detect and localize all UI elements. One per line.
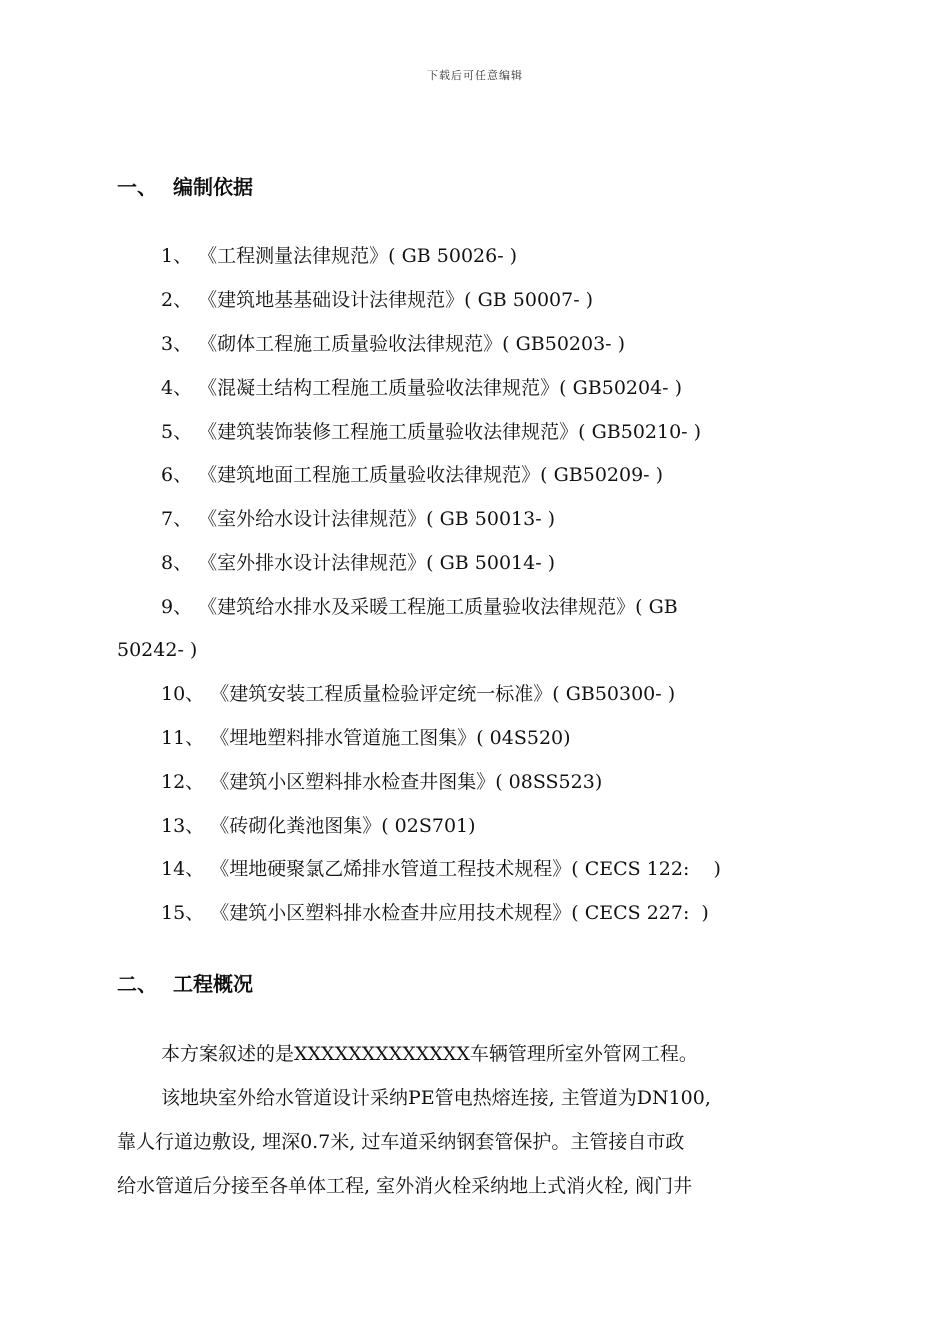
overview-paragraph-2-line-3: 给水管道后分接至各单体工程, 室外消火栓采纳地上式消火栓, 阀门井 xyxy=(117,1175,693,1197)
list-item: 1、 《工程测量法律规范》( GB 50026- ) xyxy=(161,245,518,267)
list-item: 11、 《埋地塑料排水管道施工图集》( 04S520) xyxy=(161,727,571,749)
list-item: 9、 《建筑给水排水及采暖工程施工质量验收法律规范》( GB xyxy=(161,596,678,618)
section-number: 二、 xyxy=(117,972,157,996)
list-item: 10、 《建筑安装工程质量检验评定统一标准》( GB50300- ) xyxy=(161,683,676,705)
list-item: 14、 《埋地硬聚氯乙烯排水管道工程技术规程》( CECS 122: ) xyxy=(161,858,721,880)
list-item: 12、 《建筑小区塑料排水检查井图集》( 08SS523) xyxy=(161,771,603,793)
section-heading-basis xyxy=(117,173,253,201)
overview-paragraph-2-line-1: 该地块室外给水管道设计采纳PE管电热熔连接, 主管道为DN100, xyxy=(161,1087,711,1109)
list-item: 4、 《混凝土结构工程施工质量验收法律规范》( GB50204- ) xyxy=(161,377,683,399)
list-item: 3、 《砌体工程施工质量验收法律规范》( GB50203- ) xyxy=(161,333,626,355)
list-item: 6、 《建筑地面工程施工质量验收法律规范》( GB50209- ) xyxy=(161,464,664,486)
header-note: 下载后可任意编辑 xyxy=(427,69,523,82)
section-title: 编制依据 xyxy=(173,175,253,199)
list-item: 8、 《室外排水设计法律规范》( GB 50014- ) xyxy=(161,552,556,574)
list-item: 2、 《建筑地基基础设计法律规范》( GB 50007- ) xyxy=(161,289,594,311)
overview-paragraph-1: 本方案叙述的是XXXXXXXXXXXXX车辆管理所室外管网工程。 xyxy=(161,1043,698,1065)
list-item-continuation: 50242- ) xyxy=(117,639,198,661)
overview-paragraph-2-line-2: 靠人行道边敷设, 埋深0.7米, 过车道采纳钢套管保护。主管接自市政 xyxy=(117,1131,685,1153)
list-item: 13、 《砖砌化粪池图集》( 02S701) xyxy=(161,815,476,837)
section-number: 一、 xyxy=(117,175,157,199)
list-item: 7、 《室外给水设计法律规范》( GB 50013- ) xyxy=(161,508,556,530)
list-item: 5、 《建筑装饰装修工程施工质量验收法律规范》( GB50210- ) xyxy=(161,421,702,443)
list-item: 15、 《建筑小区塑料排水检查井应用技术规程》( CECS 227: ) xyxy=(161,902,709,924)
section-title: 工程概况 xyxy=(173,972,253,996)
section-heading-overview xyxy=(117,970,253,998)
